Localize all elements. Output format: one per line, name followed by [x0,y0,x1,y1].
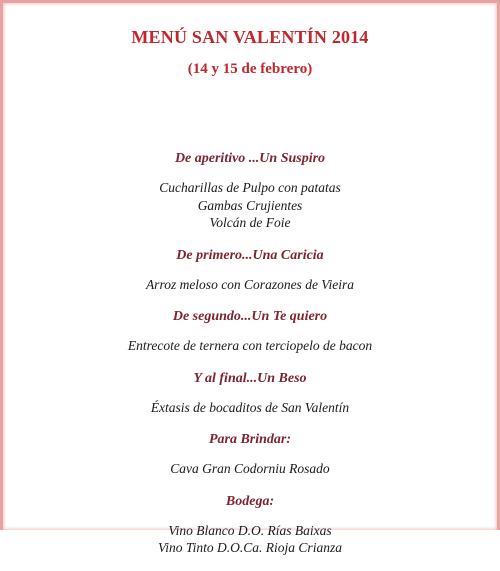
menu-sections [3,149,497,571]
menu-dates: (14 y 15 de febrero) [187,61,313,77]
menu-item: Éxtasis de bocaditos de San Valentín [150,399,350,415]
section-segundo [3,307,497,355]
menu-item: Gambas Crujientes [197,197,303,213]
section-heading: De primero...Una Caricia [176,247,324,263]
section-heading: De aperitivo ...Un Suspiro [174,151,326,166]
section-items [3,179,497,232]
section-heading: De segundo...Un Te quiero [172,309,328,324]
menu-item: Cucharillas de Pulpo con patatas [159,180,341,195]
section-heading: Para Brindar: [208,432,292,447]
section-brindar [3,430,497,478]
section-items [3,276,497,294]
section-bodega [3,492,497,557]
menu-item: Vino Tinto D.O.Ca. Rioja Crianza [158,540,342,555]
menu-item: Volcán de Foie [209,215,291,230]
section-items [3,399,497,417]
section-items [3,522,497,557]
section-aperitivo [3,149,497,232]
menu-item: Cava Gran Codorniu Rosado [170,461,330,476]
menu-title: MENÚ SAN VALENTÍN 2014 [131,27,369,47]
section-items [3,337,497,355]
section-heading: Y al final...Un Beso [193,370,307,386]
section-heading: Bodega: [225,493,275,509]
menu-item: Vino Blanco D.O. Rías Baixas [168,522,332,538]
menu-item: Arroz meloso con Corazones de Vieira [145,276,355,292]
section-postre [3,369,497,417]
section-items [3,460,497,478]
menu-item: Entrecote de ternera con terciopelo de bacon [127,338,373,353]
section-primero [3,246,497,294]
